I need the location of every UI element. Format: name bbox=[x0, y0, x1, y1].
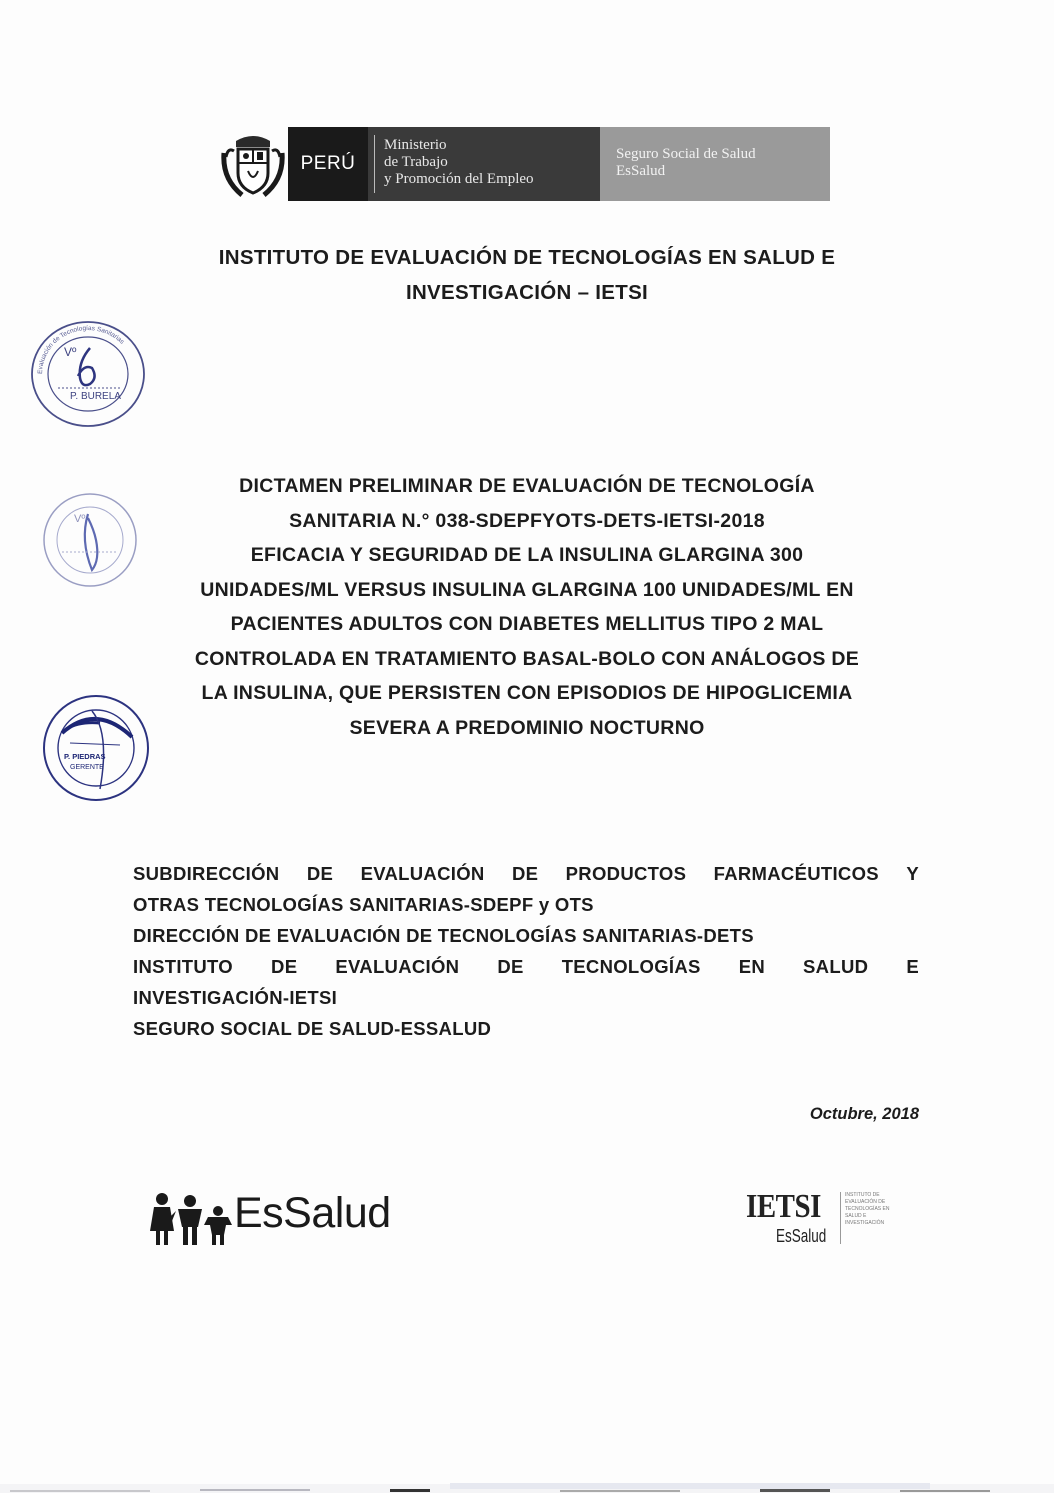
word: DE bbox=[497, 956, 524, 977]
word: DE bbox=[271, 956, 298, 977]
word: EN bbox=[738, 956, 766, 977]
seal-name-text: P. PIEDRAS bbox=[64, 752, 106, 761]
seal-vb-text: Vº bbox=[64, 345, 77, 359]
institute-title-line: INVESTIGACIÓN – IETSI bbox=[405, 281, 649, 304]
word: PRODUCTOS bbox=[565, 863, 687, 884]
dictamen-title-line: EFICACIA Y SEGURIDAD DE LA INSULINA GLARGINA 300 bbox=[250, 544, 804, 566]
dictamen-title bbox=[0, 469, 1054, 745]
family-figures-icon bbox=[150, 1189, 234, 1247]
ministerio-line: y Promoción del Empleo bbox=[384, 171, 534, 187]
authors-line-justified bbox=[133, 858, 919, 889]
word: TECNOLOGÍAS bbox=[561, 956, 701, 977]
approval-seal-burela bbox=[28, 318, 148, 430]
dictamen-title-line: LA INSULINA, QUE PERSISTEN CON EPISODIOS DE HIPOGLICEMIA bbox=[201, 682, 853, 704]
document-date: Octubre, 2018 bbox=[809, 1105, 919, 1123]
seal-name-text: P. BURELA bbox=[70, 391, 121, 402]
word: Y bbox=[906, 863, 919, 884]
dictamen-title-line: PACIENTES ADULTOS CON DIABETES MELLITUS TIPO 2 MAL bbox=[230, 613, 824, 635]
authors-line: OTRAS TECNOLOGÍAS SANITARIAS-SDEPF y OTS bbox=[133, 894, 594, 915]
ministerio-line: de Trabajo bbox=[384, 154, 448, 170]
essalud-logo bbox=[150, 1185, 422, 1251]
seal-vb-text: Vº bbox=[74, 513, 86, 525]
government-header-banner bbox=[220, 127, 830, 201]
essalud-header-line: Seguro Social de Salud bbox=[616, 146, 756, 162]
peru-label: PERÚ bbox=[288, 127, 368, 201]
word: INSTITUTO bbox=[133, 956, 233, 977]
scan-edge-artifact bbox=[0, 1474, 1054, 1493]
ministerio-label bbox=[368, 127, 600, 201]
ministerio-line: Ministerio bbox=[384, 137, 447, 153]
seal-role-text: GERENTE bbox=[70, 764, 104, 771]
seal-ring-text: Evaluación de Tecnologías Sanitarias bbox=[36, 324, 126, 375]
word: E bbox=[906, 956, 919, 977]
ietsi-logo-small-text: INSTITUTO DE EVALUACIÓN DE TECNOLOGÍAS EN SALUD E INVESTIGACIÓN bbox=[845, 1192, 890, 1226]
essalud-header-label bbox=[600, 127, 830, 201]
essalud-logo-text: EsSalud bbox=[234, 1189, 391, 1237]
ietsi-logo bbox=[746, 1188, 906, 1250]
authors-line: DIRECCIÓN DE EVALUACIÓN DE TECNOLOGÍAS SANITARIAS-DETS bbox=[133, 925, 754, 946]
word: FARMACÉUTICOS bbox=[713, 863, 879, 884]
ietsi-logo-subtext: EsSalud bbox=[776, 1226, 827, 1246]
institute-title-line: INSTITUTO DE EVALUACIÓN DE TECNOLOGÍAS EN SALUD E bbox=[218, 246, 836, 269]
dictamen-title-line: UNIDADES/ML VERSUS INSULINA GLARGINA 100 UNIDADES/ML EN bbox=[200, 578, 854, 601]
word: SUBDIRECCIÓN bbox=[133, 863, 280, 884]
dictamen-title-line: DICTAMEN PRELIMINAR DE EVALUACIÓN DE TECNOLOGÍA bbox=[239, 475, 815, 497]
word: SALUD bbox=[803, 956, 869, 977]
word: EVALUACIÓN bbox=[335, 956, 460, 977]
authors-line-justified bbox=[133, 951, 919, 982]
institute-title bbox=[0, 240, 1054, 310]
dictamen-title-line: SANITARIA N.° 038-SDEPFYOTS-DETS-IETSI-2018 bbox=[289, 509, 765, 532]
peru-coat-of-arms-icon bbox=[220, 127, 286, 201]
authors-line: SEGURO SOCIAL DE SALUD-ESSALUD bbox=[133, 1018, 492, 1039]
word: EVALUACIÓN bbox=[360, 863, 485, 884]
dictamen-title-line: SEVERA A PREDOMINIO NOCTURNO bbox=[349, 716, 705, 739]
word: DE bbox=[511, 863, 539, 884]
ietsi-logo-text: IETSI bbox=[746, 1188, 821, 1225]
authoring-units bbox=[133, 858, 919, 1044]
essalud-header-line: EsSalud bbox=[616, 163, 666, 179]
dictamen-title-line: CONTROLADA EN TRATAMIENTO BASAL-BOLO CON ANÁLOGOS DE bbox=[194, 647, 860, 670]
authors-line: INVESTIGACIÓN-IETSI bbox=[133, 987, 338, 1008]
word: DE bbox=[306, 863, 334, 884]
